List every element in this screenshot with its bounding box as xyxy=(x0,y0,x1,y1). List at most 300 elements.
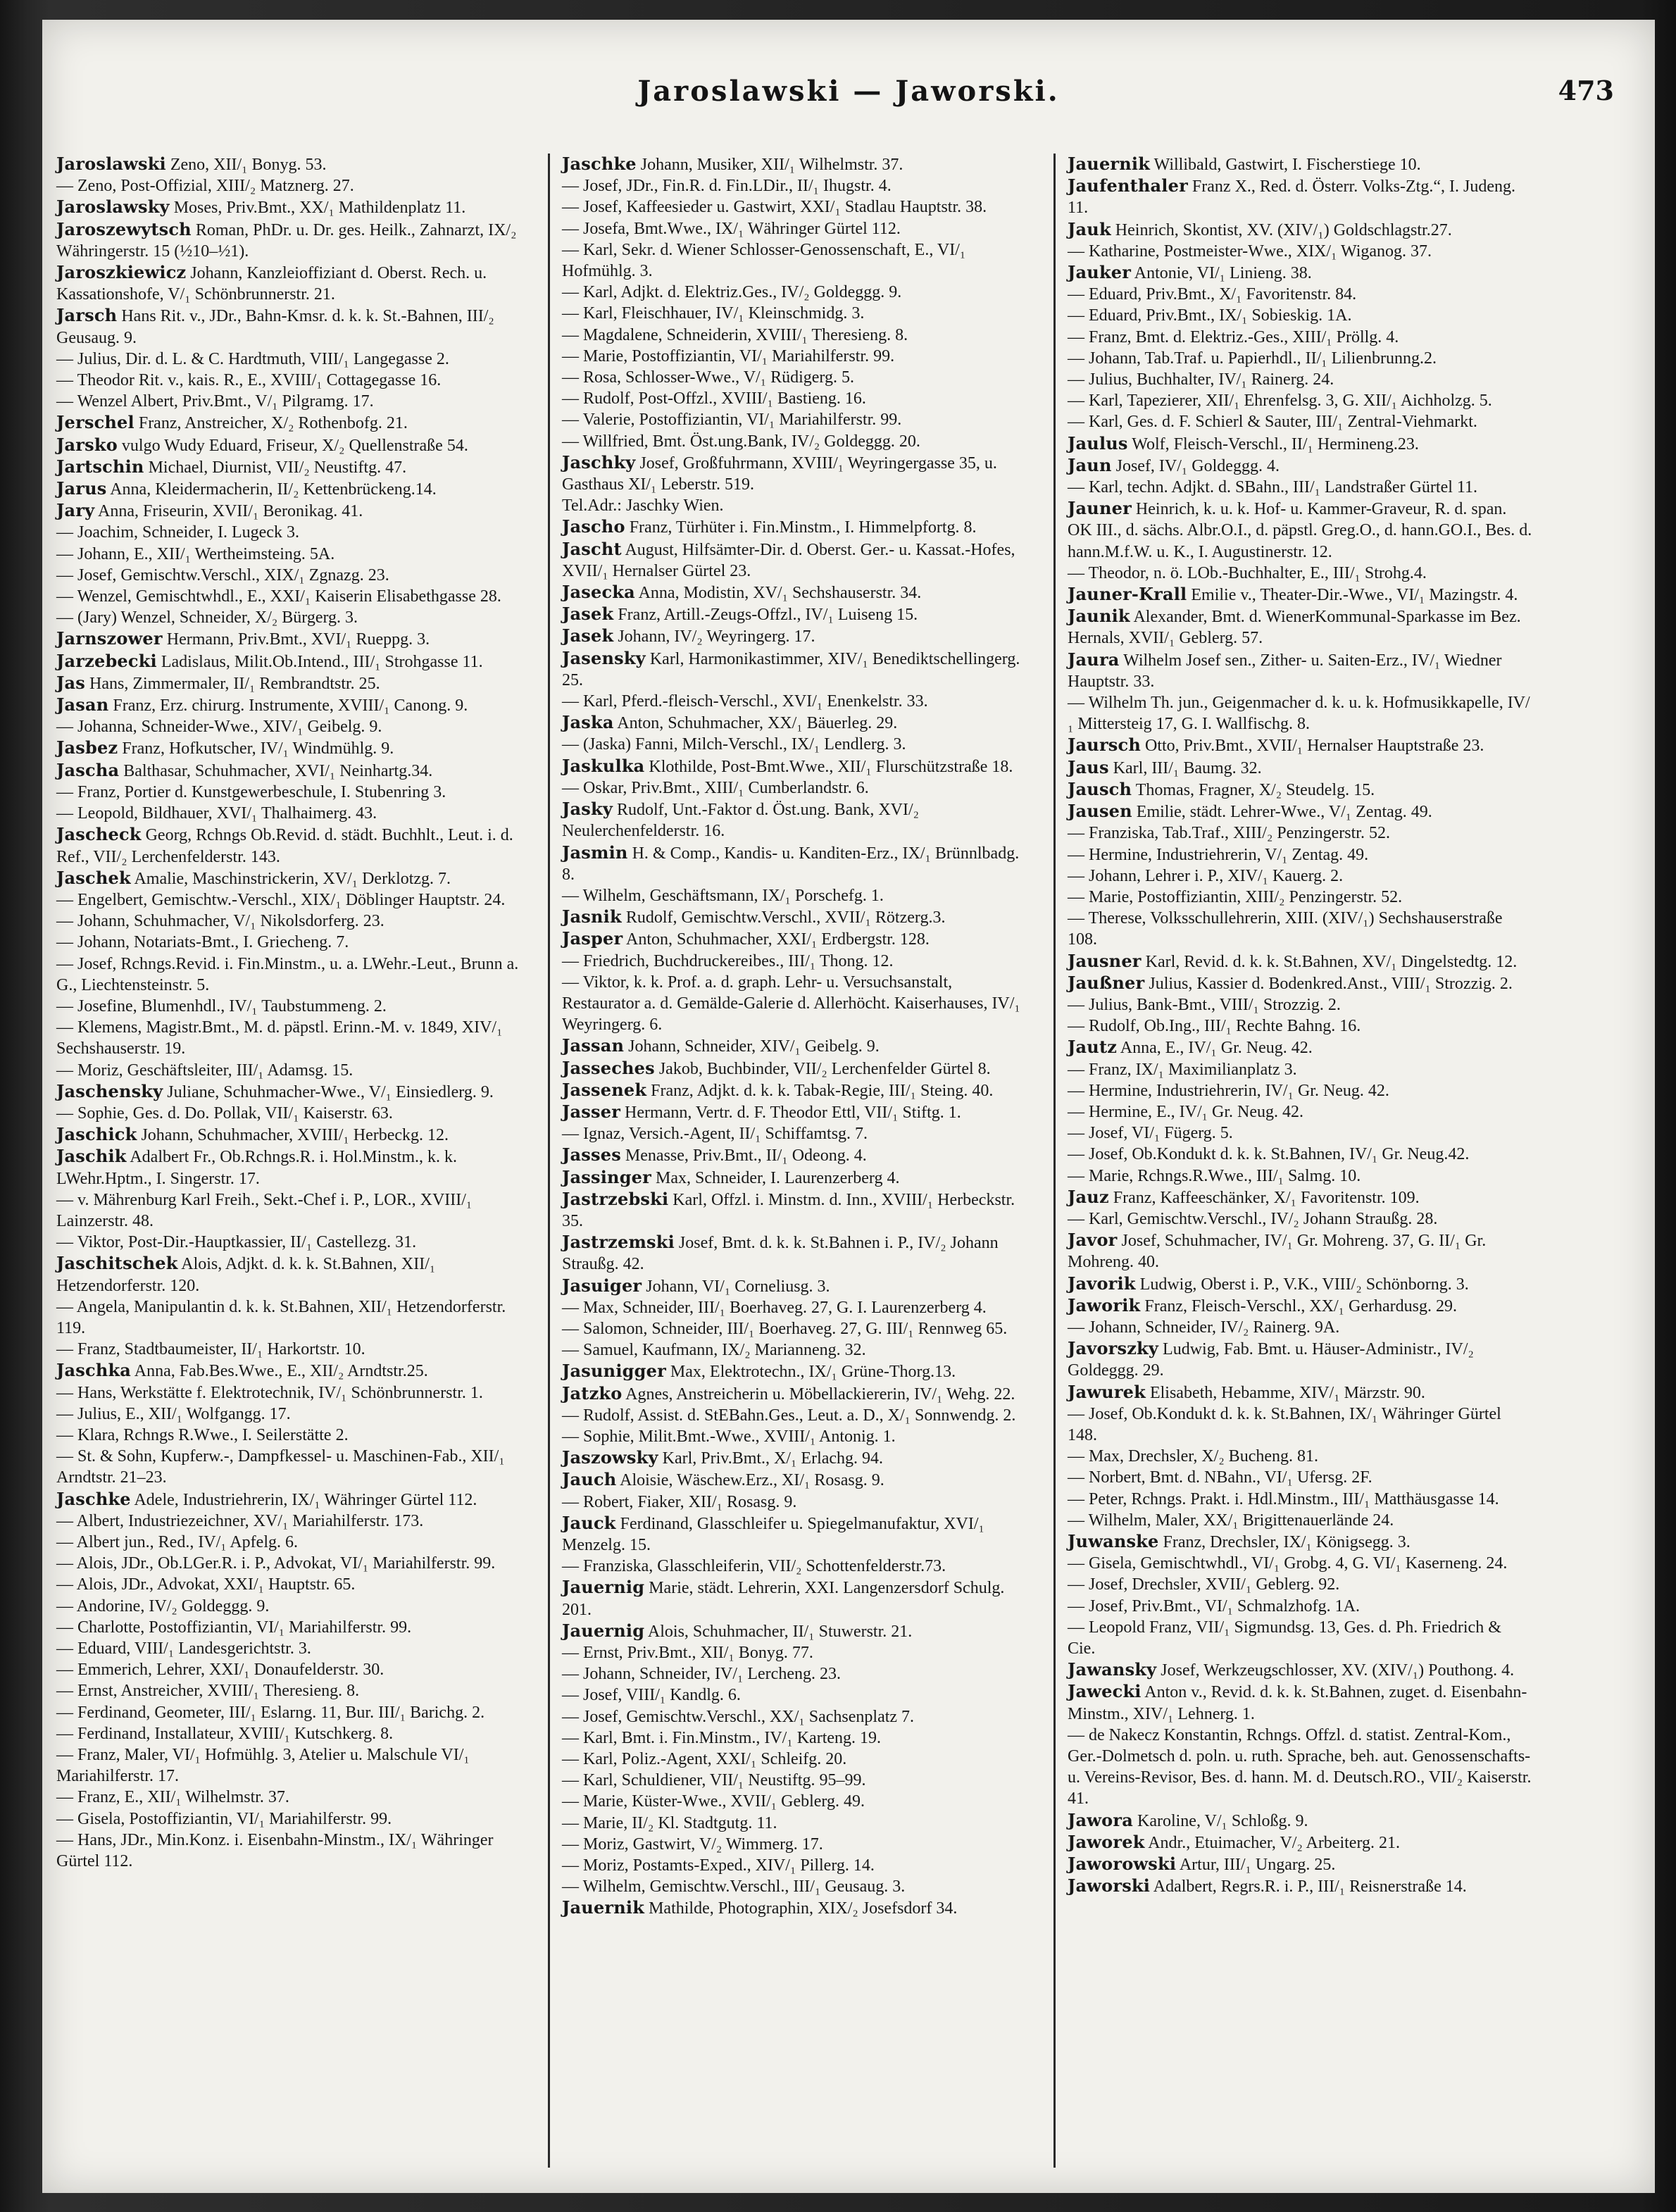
entry-details: Mathilde, Photographin, XIX/₂ Josefsdorf 34. xyxy=(649,1899,958,1918)
entry-details: Ferdinand, Glasschleifer u. Spiegelmanufaktur, XVI/₁ Menzelg. 15. xyxy=(562,1514,984,1554)
entry-details: — Alois, JDr., Advokat, XXI/₁ Hauptstr. 65. xyxy=(56,1575,356,1594)
entry-details: — Karl, Fleischhauer, IV/₁ Kleinschmidg. 3. xyxy=(562,304,865,323)
entry-details: Rudolf, Gemischtw.Verschl., XVII/₁ Rötzerg.3. xyxy=(625,908,946,927)
entry-details: — Rudolf, Post-Offzl., XVIII/₁ Bastieng. 16. xyxy=(562,389,866,408)
entry-details: — Viktor, k. k. Prof. a. d. graph. Lehr- u. Versuchsanstalt, Restaurator a. d. Gemälde-Galerie d. Allerhöcht. Kaiserhauses, IV/₁ Weyringerg. 6. xyxy=(562,973,1020,1035)
entry-details: Anna, Kleidermacherin, II/₂ Kettenbrückeng.14. xyxy=(110,480,437,499)
entry-surname: Jausch xyxy=(1068,778,1132,799)
entry-details: — Klara, Rchngs R.Wwe., I. Seilerstätte 2. xyxy=(56,1425,349,1444)
entry-details: Juliane, Schuhmacher-Wwe., V/₁ Einsiedlerg. 9. xyxy=(167,1082,494,1101)
directory-entry xyxy=(562,1813,1027,1834)
entry-surname: Jassan xyxy=(562,1035,625,1056)
entry-details: — Marie, Postoffiziantin, XIII/₂ Penzingerstr. 52. xyxy=(1068,887,1403,906)
directory-entry xyxy=(56,1638,521,1659)
entry-details: — Josef, Ob.Kondukt d. k. k. St.Bahnen, IX/₁ Währinger Gürtel 148. xyxy=(1068,1404,1501,1444)
directory-entry xyxy=(562,539,1027,582)
directory-entry xyxy=(562,1685,1027,1706)
directory-entry xyxy=(1068,154,1532,175)
directory-entry xyxy=(562,928,1027,950)
entry-details: — Karl, Sekr. d. Wiener Schlosser-Genossenschaft, E., VI/₁ Hofmühlg. 3. xyxy=(562,240,966,281)
directory-entry xyxy=(1068,1596,1532,1617)
entry-details: Heinrich, k. u. k. Hof- u. Kammer-Graveur, R. d. span. OK III., d. sächs. Albr.O.I., d. päpstl. Greg.O., d. hann.GO.I., Bes. d. hann.M.f.W. u. K., I. Augustinerstr. 12. xyxy=(1068,500,1532,561)
directory-entry xyxy=(562,1770,1027,1791)
directory-entry xyxy=(1068,1317,1532,1338)
entry-details: — Gisela, Postoffiziantin, VI/₁ Mariahilferstr. 99. xyxy=(56,1809,392,1828)
directory-entry xyxy=(1068,908,1532,950)
entry-surname: Jasunigger xyxy=(562,1361,666,1382)
entry-details: Jakob, Buchbinder, VII/₂ Lerchenfelder Gürtel 8. xyxy=(658,1059,991,1078)
directory-entry xyxy=(562,495,1027,516)
directory-entry xyxy=(56,456,521,478)
entry-details: — Marie, Rchngs.R.Wwe., III/₁ Salmg. 10. xyxy=(1068,1166,1361,1185)
entry-details: Thomas, Fragner, X/₂ Steudelg. 15. xyxy=(1135,780,1375,799)
entry-surname: Jauker xyxy=(1068,262,1132,283)
directory-entry xyxy=(562,1035,1027,1057)
directory-entry xyxy=(562,1189,1027,1232)
entry-details: Tel.Adr.: Jaschky Wien. xyxy=(562,496,724,515)
directory-entry xyxy=(1068,584,1532,606)
directory-entry xyxy=(562,777,1027,799)
directory-entry xyxy=(56,219,521,262)
entry-details: — Zeno, Post-Offizial, XIII/₂ Matznerg. 27. xyxy=(56,177,354,196)
entry-details: Andr., Etuimacher, V/₂ Arbeiterg. 21. xyxy=(1148,1833,1401,1852)
directory-entry xyxy=(56,1081,521,1103)
entry-details: Heinrich, Skontist, XV. (XIV/₁) Goldschlagstr.27. xyxy=(1115,220,1452,239)
entry-surname: Jausner xyxy=(1068,950,1142,971)
directory-entry xyxy=(562,604,1027,625)
directory-entry xyxy=(562,239,1027,282)
directory-entry xyxy=(56,911,521,932)
entry-surname: Jasses xyxy=(562,1144,621,1166)
entry-details: — Max, Schneider, III/₁ Boerhaveg. 27, G. I. Laurenzerberg 4. xyxy=(562,1298,987,1317)
entry-surname: Jaulus xyxy=(1068,432,1128,454)
page-header-title: Jaroslawski — Jaworski. xyxy=(637,75,1060,108)
directory-entry xyxy=(56,1146,521,1189)
entry-details: — Josef, VIII/₁ Kandlg. 6. xyxy=(562,1686,741,1705)
directory-entry xyxy=(1068,390,1532,411)
entry-surname: Jascheck xyxy=(56,824,142,845)
entry-details: Ladislaus, Milit.Ob.Intend., III/₁ Strohgasse 11. xyxy=(161,652,483,671)
column-divider-1 xyxy=(548,154,550,2168)
directory-entry xyxy=(1068,887,1532,908)
entry-details: Menasse, Priv.Bmt., II/₁ Odeong. 4. xyxy=(625,1146,867,1166)
directory-entry xyxy=(56,262,521,305)
entry-details: Moses, Priv.Bmt., XX/₁ Mathildenplatz 11. xyxy=(173,199,466,218)
entry-surname: Jary xyxy=(56,500,95,521)
entry-surname: Jaszowsky xyxy=(562,1447,658,1468)
directory-entry xyxy=(1068,1208,1532,1230)
entry-details: — Johann, Lehrer i. P., XIV/₁ Kauerg. 2. xyxy=(1068,866,1344,885)
entry-details: — Wilhelm, Gemischtw.Verschl., III/₁ Geusaug. 3. xyxy=(562,1877,906,1897)
directory-entry xyxy=(562,1663,1027,1685)
directory-entry xyxy=(56,889,521,911)
directory-entry xyxy=(562,648,1027,691)
entry-details: — Willfried, Bmt. Öst.ung.Bank, IV/₂ Goldeggg. 20. xyxy=(562,432,920,451)
entry-details: Anton, Schuhmacher, XXI/₁ Erdbergstr. 128. xyxy=(626,930,930,949)
entry-details: — Josef, Gemischtw.Verschl., XX/₁ Sachsenplatz 7. xyxy=(562,1707,915,1726)
entry-surname: Jasek xyxy=(562,604,614,625)
directory-entry xyxy=(1068,757,1532,779)
entry-details: Hans, Zimmermaler, II/₁ Rembrandtstr. 25. xyxy=(89,674,380,693)
entry-surname: Jaroslawski xyxy=(56,154,166,174)
entry-surname: Jarsch xyxy=(56,305,118,326)
entry-details: — Julius, Bank-Bmt., VIII/₁ Strozzig. 2. xyxy=(1068,995,1341,1014)
entry-details: Zeno, XII/₁ Bonyg. 53. xyxy=(170,156,327,174)
entry-surname: Jaursch xyxy=(1068,735,1141,756)
entry-surname: Jauk xyxy=(1068,218,1111,239)
directory-entry xyxy=(562,196,1027,218)
directory-entry xyxy=(562,1426,1027,1447)
entry-details: — Johann, E., XII/₁ Wertheimsteing. 5A. xyxy=(56,544,335,563)
directory-entry xyxy=(1068,1273,1532,1295)
directory-entry xyxy=(562,516,1027,538)
entry-details: Franz, Drechsler, IX/₁ Königsegg. 3. xyxy=(1163,1533,1411,1551)
entry-details: — Hermine, E., IV/₁ Gr. Neug. 42. xyxy=(1068,1102,1303,1121)
directory-entry xyxy=(562,1080,1027,1101)
entry-details: — Robert, Fiaker, XII/₁ Rosasg. 9. xyxy=(562,1492,797,1511)
entry-details: Anna, Fab.Bes.Wwe., E., XII/₂ Arndtstr.25. xyxy=(134,1362,428,1381)
directory-entry xyxy=(562,1620,1027,1642)
entry-surname: Jasmin xyxy=(562,842,628,863)
directory-entry xyxy=(1068,866,1532,887)
directory-entry xyxy=(1068,411,1532,432)
directory-entry xyxy=(1068,1510,1532,1531)
entry-details: Alois, Adjkt. d. k. k. St.Bahnen, XII/₁ Hetzendorferstr. 120. xyxy=(56,1255,436,1295)
directory-entry xyxy=(56,1404,521,1425)
entry-details: — Leopold, Bildhauer, XVI/₁ Thalhaimerg. 43. xyxy=(56,804,377,823)
directory-entry xyxy=(1068,606,1532,649)
entry-surname: Jaußner xyxy=(1068,972,1145,993)
entry-surname: Jasseches xyxy=(562,1057,655,1078)
directory-entry xyxy=(562,175,1027,196)
entry-surname: Jarus xyxy=(56,478,107,499)
entry-details: — Marie, Küster-Wwe., XVII/₁ Geblerg. 49. xyxy=(562,1792,865,1811)
directory-entry xyxy=(1068,692,1532,735)
directory-entry xyxy=(56,391,521,412)
directory-entry xyxy=(562,691,1027,712)
directory-entry xyxy=(1068,1382,1532,1404)
entry-details: — Magdalene, Schneiderin, XVIII/₁ Theresieng. 8. xyxy=(562,325,908,344)
entry-surname: Jaska xyxy=(562,712,614,733)
directory-entry xyxy=(1068,348,1532,369)
directory-entry xyxy=(562,1791,1027,1812)
directory-entry xyxy=(562,734,1027,755)
entry-details: — Sophie, Ges. d. Do. Pollak, VII/₁ Kaiserstr. 63. xyxy=(56,1104,393,1123)
directory-entry xyxy=(56,1232,521,1253)
directory-entry xyxy=(56,1017,521,1059)
entry-surname: Jastrzebski xyxy=(562,1188,669,1209)
directory-entry xyxy=(562,409,1027,430)
entry-details: Josef, IV/₁ Goldeggg. 4. xyxy=(1115,456,1280,475)
directory-entry xyxy=(1068,1101,1532,1123)
directory-entry xyxy=(1068,823,1532,844)
entry-details: Rudolf, Unt.-Faktor d. Öst.ung. Bank, XVI/₂ Neulerchenfelderstr. 16. xyxy=(562,801,920,841)
entry-surname: Jasuiger xyxy=(562,1275,642,1296)
entry-details: Franz, Artill.-Zeugs-Offzl., IV/₁ Luiseng 15. xyxy=(618,606,918,625)
entry-surname: Juwanske xyxy=(1068,1531,1159,1551)
entry-details: — Rudolf, Assist. d. StEBahn.Ges., Leut. a. D., X/₁ Sonnwendg. 2. xyxy=(562,1406,1016,1425)
directory-entry xyxy=(562,712,1027,734)
entry-details: — Karl, Schuldiener, VII/₁ Neustiftg. 95–99. xyxy=(562,1771,866,1790)
entry-surname: Jaschick xyxy=(56,1124,137,1145)
entry-details: Josef, Schuhmacher, IV/₁ Gr. Mohreng. 37, G. II/₁ Gr. Mohreng. 40. xyxy=(1068,1232,1487,1272)
entry-surname: Jasnik xyxy=(562,906,622,927)
entry-details: — Julius, E., XII/₁ Wolfgangg. 17. xyxy=(56,1404,291,1423)
directory-entry xyxy=(1068,1574,1532,1595)
directory-entry xyxy=(56,716,521,737)
entry-details: H. & Comp., Kandis- u. Kanditen-Erz., IX/₁ Brünnlbadg. 8. xyxy=(562,844,1020,884)
directory-entry xyxy=(56,1124,521,1146)
entry-details: — Ferdinand, Geometer, III/₁ Eslarng. 11, Bur. III/₁ Barichg. 2. xyxy=(56,1703,485,1722)
entry-details: — Moriz, Gastwirt, V/₂ Wimmerg. 17. xyxy=(562,1835,823,1854)
entry-details: Agnes, Anstreicherin u. Möbellackiererin, IV/₁ Wehg. 22. xyxy=(625,1385,1015,1404)
directory-entry xyxy=(562,1123,1027,1144)
directory-entry xyxy=(1068,1467,1532,1488)
entry-details: — Josefine, Blumenhdl., IV/₁ Taubstummeng. 2. xyxy=(56,996,387,1016)
directory-entry xyxy=(56,932,521,953)
entry-details: Julius, Kassier d. Bodenkred.Anst., VIII/₁ Strozzig. 2. xyxy=(1149,974,1513,993)
directory-entry xyxy=(56,868,521,889)
directory-entry xyxy=(56,500,521,522)
entry-details: — Johann, Schneider, IV/₁ Lercheng. 23. xyxy=(562,1665,841,1684)
entry-details: Ludwig, Fab. Bmt. u. Häuser-Administr., IV/₂ Goldeggg. 29. xyxy=(1068,1340,1474,1380)
entry-details: — Hermine, Industriehrerin, V/₁ Zentag. 49. xyxy=(1068,845,1369,864)
directory-entry xyxy=(1068,1404,1532,1446)
entry-surname: Jaschke xyxy=(56,1488,131,1509)
entry-details: — Johann, Schneider, IV/₂ Rainerg. 9A. xyxy=(1068,1318,1340,1337)
entry-surname: Jasbez xyxy=(56,737,118,758)
entry-details: Emilie v., Theater-Dir.-Wwe., VI/₁ Mazingstr. 4. xyxy=(1191,586,1518,605)
entry-details: — Franz, IX/₁ Maximilianplatz 3. xyxy=(1068,1060,1297,1079)
directory-entry xyxy=(56,1253,521,1296)
directory-entry xyxy=(1068,1123,1532,1144)
entry-surname: Jaroslawsky xyxy=(56,196,170,218)
directory-entry xyxy=(56,607,521,628)
directory-entry xyxy=(562,906,1027,928)
entry-surname: Javorszky xyxy=(1068,1338,1159,1359)
entry-surname: Jaschka xyxy=(56,1360,132,1381)
entry-surname: Jauernig xyxy=(562,1620,645,1641)
entry-details: — Josef, Ob.Kondukt d. k. k. St.Bahnen, IV/₁ Gr. Neug.42. xyxy=(1068,1145,1470,1164)
directory-entry xyxy=(562,1556,1027,1577)
entry-details: — Josef, Drechsler, XVII/₁ Geblerg. 92. xyxy=(1068,1575,1340,1594)
directory-entry xyxy=(1068,369,1532,390)
entry-details: Alexander, Bmt. d. WienerKommunal-Sparkasse im Bez. Hernals, XVII/₁ Geblerg. 57. xyxy=(1068,608,1521,648)
entry-surname: Jarsko xyxy=(56,434,118,455)
directory-entry xyxy=(56,435,521,456)
directory-entry xyxy=(1068,951,1532,973)
entry-details: Willibald, Gastwirt, I. Fischerstiege 10. xyxy=(1153,156,1421,174)
directory-entry xyxy=(562,842,1027,885)
directory-entry xyxy=(56,586,521,607)
directory-entry xyxy=(1068,498,1532,563)
directory-entry xyxy=(562,1513,1027,1556)
entry-surname: Jassenek xyxy=(562,1079,647,1100)
entry-surname: Jaworik xyxy=(1068,1294,1141,1316)
entry-details: Max, Schneider, I. Laurenzerberg 4. xyxy=(656,1168,900,1187)
entry-details: Anton v., Revid. d. k. k. St.Bahnen, zuget. d. Eisenbahn-Minstm., XIV/₁ Lehnerg. 1. xyxy=(1068,1683,1527,1723)
directory-entry xyxy=(562,1855,1027,1876)
entry-surname: Jaroszewytsch xyxy=(56,218,192,239)
entry-details: Wilhelm Josef sen., Zither- u. Saiten-Erz., IV/₁ Wiedner Hauptstr. 33. xyxy=(1068,651,1502,691)
entry-details: — Karl, Poliz.-Agent, XXI/₁ Schleifg. 20. xyxy=(562,1750,847,1769)
entry-surname: Jaskulka xyxy=(562,755,645,776)
entry-surname: Jaworski xyxy=(1068,1875,1151,1897)
entry-details: — Josef, Rchngs.Revid. i. Fin.Minstm., u. a. LWehr.-Leut., Brunn a. G., Liechtensteinstr. 5. xyxy=(56,954,519,994)
directory-entry xyxy=(562,431,1027,452)
entry-details: — Therese, Volksschullehrerin, XIII. (XIV/₁) Sechshauserstraße 108. xyxy=(1068,909,1503,949)
directory-entry xyxy=(1068,1187,1532,1208)
directory-entry xyxy=(56,628,521,650)
directory-entry xyxy=(1068,284,1532,305)
directory-entry xyxy=(562,282,1027,303)
entry-surname: Jasek xyxy=(562,625,614,646)
entry-details: — Wilhelm, Geschäftsmann, IX/₁ Porschefg. 1. xyxy=(562,886,884,905)
directory-entry xyxy=(562,367,1027,388)
directory-entry xyxy=(1068,433,1532,455)
entry-details: Karl, III/₁ Baumg. 32. xyxy=(1113,758,1262,777)
directory-entry xyxy=(1068,262,1532,284)
entry-surname: Jaschik xyxy=(56,1146,127,1167)
entry-surname: Jaschke xyxy=(562,154,637,174)
directory-entry xyxy=(56,544,521,565)
directory-entry xyxy=(56,673,521,694)
directory-entry xyxy=(56,1830,521,1872)
entry-surname: Jaschitschek xyxy=(56,1253,178,1274)
directory-entry xyxy=(1068,1338,1532,1381)
entry-details: — Valerie, Postoffiziantin, VI/₁ Mariahilferstr. 99. xyxy=(562,411,902,430)
directory-entry xyxy=(562,346,1027,367)
entry-surname: Jauck xyxy=(562,1512,616,1533)
entry-surname: Jauernik xyxy=(562,1897,645,1918)
directory-entry xyxy=(56,1360,521,1382)
entry-surname: Jasser xyxy=(562,1101,621,1122)
directory-entry xyxy=(562,1232,1027,1275)
entry-details: Roman, PhDr. u. Dr. ges. Heilk., Zahnarzt, IX/₂ Währingerstr. 15 (½10–½1). xyxy=(56,220,517,261)
entry-surname: Jaworek xyxy=(1068,1831,1145,1852)
directory-entry xyxy=(1068,1166,1532,1187)
directory-entry xyxy=(562,972,1027,1036)
entry-details: Johann, Musiker, XII/₁ Wilhelmstr. 37. xyxy=(640,156,903,174)
entry-details: Franz, Kaffeeschänker, X/₁ Favoritenstr. 109. xyxy=(1113,1188,1420,1207)
entry-details: — Sophie, Milit.Bmt.-Wwe., XVIII/₁ Antonig. 1. xyxy=(562,1427,896,1446)
directory-entry xyxy=(562,1727,1027,1749)
entry-details: — Norbert, Bmt. d. NBahn., VI/₁ Ufersg. 2F. xyxy=(1068,1468,1372,1487)
entry-details: — Karl, Tapezierer, XII/₁ Ehrenfelsg. 3, G. XII/₁ Aichholzg. 5. xyxy=(1068,392,1492,411)
entry-details: Karl, Revid. d. k. k. St.Bahnen, XV/₁ Dingelstedtg. 12. xyxy=(1145,952,1518,971)
directory-entry xyxy=(562,1101,1027,1123)
directory-entry xyxy=(56,1553,521,1574)
entry-details: Franz, Anstreicher, X/₂ Rothenbofg. 21. xyxy=(138,414,408,433)
entry-details: — Theodor, n. ö. LOb.-Buchhalter, E., III/₁ Strohg.4. xyxy=(1068,563,1427,582)
entry-details: — Wenzel Albert, Priv.Bmt., V/₁ Pilgramg. 17. xyxy=(56,392,374,411)
directory-entry xyxy=(1068,477,1532,498)
entry-details: — Samuel, Kaufmann, IX/₂ Marianneng. 32. xyxy=(562,1341,866,1360)
entry-details: — Franz, Maler, VI/₁ Hofmühlg. 3, Atelier u. Malschule VI/₁ Mariahilferstr. 17. xyxy=(56,1746,470,1786)
directory-entry xyxy=(56,1060,521,1081)
entry-details: Marie, städt. Lehrerin, XXI. Langenzersdorf Schulg. 201. xyxy=(562,1579,1005,1619)
directory-entry xyxy=(1068,1059,1532,1080)
entry-surname: Jascht xyxy=(562,538,622,559)
directory-entry xyxy=(56,1489,521,1511)
directory-entry xyxy=(56,1189,521,1232)
directory-entry xyxy=(562,1275,1027,1297)
entry-details: — Franz, Portier d. Kunstgewerbeschule, I. Stubenring 3. xyxy=(56,782,446,801)
directory-entry xyxy=(562,154,1027,175)
directory-entry xyxy=(562,452,1027,495)
directory-entry xyxy=(562,582,1027,604)
directory-entry xyxy=(562,303,1027,324)
directory-entry xyxy=(1068,1875,1532,1897)
entry-surname: Jartschin xyxy=(56,456,144,477)
entry-details: Johann, Kanzleioffiziant d. Oberst. Rech. u. Kassationshofe, V/₁ Schönbrunnerstr. 21. xyxy=(56,264,487,304)
directory-entry xyxy=(1068,327,1532,348)
page-number: 473 xyxy=(1558,75,1614,106)
entry-details: Adele, Industriehrerin, IX/₁ Währinger Gürtel 112. xyxy=(134,1490,477,1509)
directory-entry xyxy=(56,565,521,586)
entry-details: Johann, IV/₂ Weyringerg. 17. xyxy=(618,627,815,646)
directory-entry xyxy=(562,388,1027,409)
entry-details: — Ernst, Anstreicher, XVIII/₁ Theresieng. 8. xyxy=(56,1682,360,1701)
entry-surname: Jausen xyxy=(1068,801,1132,822)
directory-entry xyxy=(56,954,521,996)
directory-entry xyxy=(1068,305,1532,326)
directory-entry xyxy=(56,305,521,348)
entry-details: Anna, E., IV/₁ Gr. Neug. 42. xyxy=(1120,1039,1313,1058)
directory-entry xyxy=(56,1723,521,1744)
directory-entry xyxy=(56,1808,521,1830)
entry-details: — Karl, Gemischtw.Verschl., IV/₂ Johann Straußg. 28. xyxy=(1068,1209,1438,1228)
entry-details: — Peter, Rchngs. Prakt. i. Hdl.Minstm., III/₁ Matthäusgasse 14. xyxy=(1068,1489,1499,1508)
directory-entry xyxy=(1068,1489,1532,1510)
entry-details: — Angela, Manipulantin d. k. k. St.Bahnen, XII/₁ Hetzendorferstr. 119. xyxy=(56,1297,506,1337)
entry-surname: Jauner xyxy=(1068,498,1132,519)
entry-details: Wolf, Fleisch-Verschl., II/₁ Hermineng.23. xyxy=(1132,435,1419,454)
directory-entry xyxy=(562,1492,1027,1513)
directory-entry xyxy=(1068,1016,1532,1037)
entry-details: Johann, Schneider, XIV/₁ Geibelg. 9. xyxy=(628,1037,880,1056)
entry-details: — Karl, Bmt. i. Fin.Minstm., IV/₁ Karteng. 19. xyxy=(562,1728,882,1747)
directory-entry xyxy=(562,1834,1027,1855)
directory-entry xyxy=(56,1702,521,1723)
entry-details: — Klemens, Magistr.Bmt., M. d. päpstl. Erinn.-M. v. 1849, XIV/₁ Sechshauserstr. 19. xyxy=(56,1018,503,1058)
entry-surname: Jaun xyxy=(1068,454,1112,475)
entry-details: — Joachim, Schneider, I. Lugeck 3. xyxy=(56,523,299,542)
entry-surname: Jasensky xyxy=(562,647,646,668)
directory-entry xyxy=(562,951,1027,972)
directory-entry xyxy=(562,1897,1027,1919)
entry-details: — Josef, VI/₁ Fügerg. 5. xyxy=(1068,1124,1233,1143)
entry-details: — Salomon, Schneider, III/₁ Boerhaveg. 27, G. III/₁ Rennweg 65. xyxy=(562,1319,1008,1338)
directory-entry xyxy=(562,1058,1027,1080)
entry-details: Karoline, V/₁ Schloßg. 9. xyxy=(1137,1811,1308,1830)
directory-entry xyxy=(562,1167,1027,1189)
directory-entry xyxy=(1068,1037,1532,1058)
directory-entry xyxy=(1068,1531,1532,1553)
entry-surname: Jaura xyxy=(1068,649,1120,670)
entry-details: Hans Rit. v., JDr., Bahn-Kmsr. d. k. k. St.-Bahnen, III/₂ Geusaug. 9. xyxy=(56,307,494,347)
entry-details: — Josefa, Bmt.Wwe., IX/₁ Währinger Gürtel 112. xyxy=(562,219,901,238)
directory-entry xyxy=(56,1103,521,1124)
directory-entry xyxy=(56,782,521,803)
directory-entry xyxy=(56,370,521,391)
entry-details: — Eduard, VIII/₁ Landesgerichtstr. 3. xyxy=(56,1639,311,1658)
entry-details: — Johann, Tab.Traf. u. Papierhdl., II/₁ Lilienbrunng.2. xyxy=(1068,349,1437,368)
entry-surname: Jawecki xyxy=(1068,1681,1142,1702)
directory-entry xyxy=(562,625,1027,647)
entry-details: — Marie, II/₂ Kl. Stadtgutg. 11. xyxy=(562,1813,777,1832)
directory-entry xyxy=(1068,219,1532,241)
